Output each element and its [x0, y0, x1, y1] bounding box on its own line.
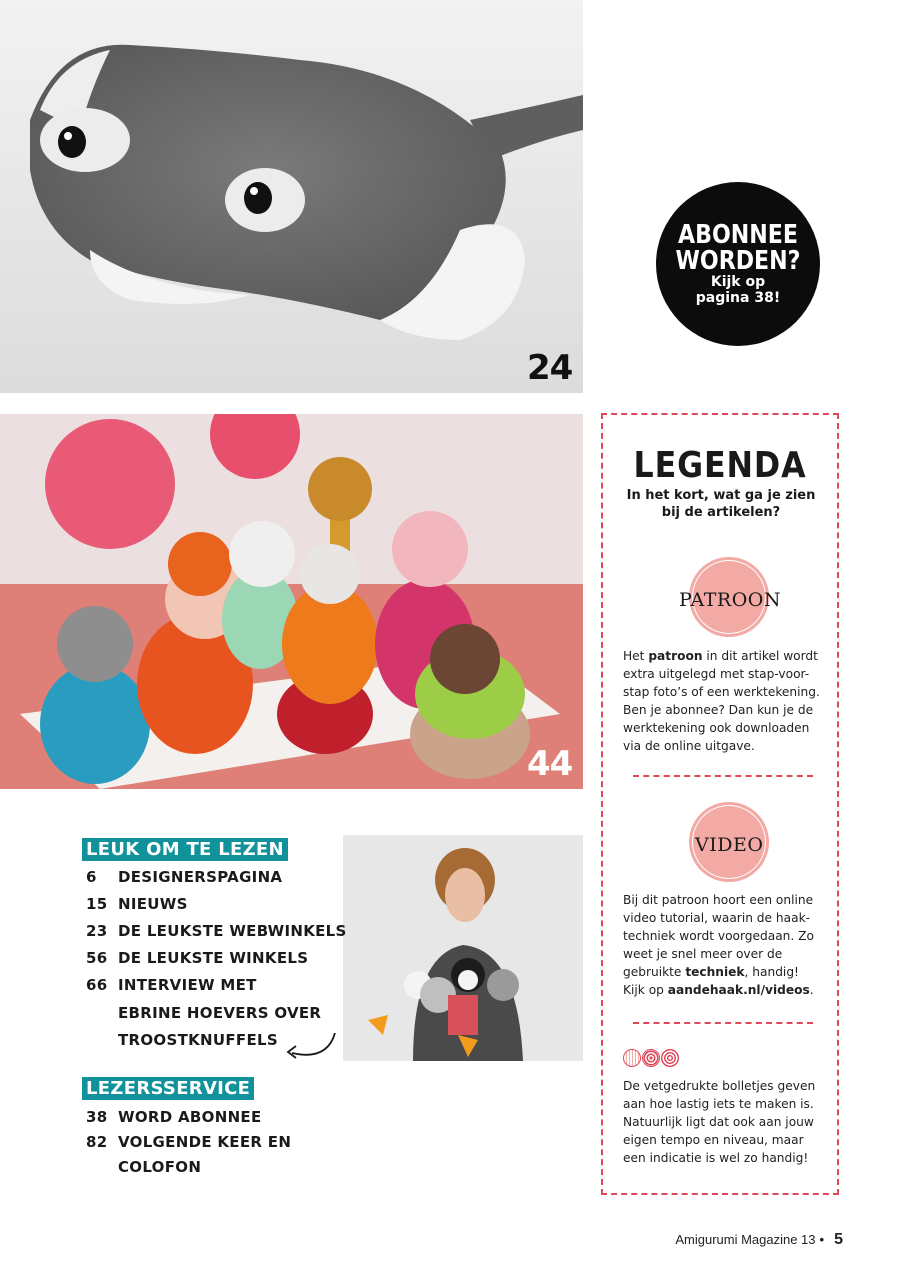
toc-item-page: 23 — [86, 922, 108, 940]
toc-heading-lezersservice: LEZERSSERVICE — [82, 1077, 254, 1100]
toc-item-page: 6 — [86, 868, 97, 886]
page-number: 5 — [834, 1231, 843, 1248]
photo-page-number: 44 — [527, 744, 573, 784]
bullet-icon: • — [819, 1232, 825, 1247]
stingray-photo — [0, 0, 583, 393]
toc-item-title: DESIGNERSPAGINA — [118, 868, 283, 886]
patroon-text-2: in dit artikel wordt extra uitgelegd met stap-voor-stap foto’s of een werktekening. Ben je abonnee? Dan kun je de werktekening ook downloaden via de online uitgave. — [623, 649, 820, 753]
toc-item[interactable] — [86, 918, 347, 945]
toc-heading-leuk: LEUK OM TE LEZEN — [82, 838, 288, 861]
video-description — [623, 891, 823, 999]
legend-divider — [633, 1022, 813, 1024]
toc-item[interactable] — [86, 1104, 262, 1131]
video-label: VIDEO — [695, 834, 764, 856]
toc-item-title: INTERVIEW MET — [118, 976, 257, 994]
subscribe-badge[interactable] — [656, 182, 820, 346]
difficulty-description: De vetgedrukte bolletjes geven aan hoe lastig iets te maken is. Natuurlijk ligt dat ook aan jouw eigen tempo en niveau, maar een indicatie is wel zo handig! — [623, 1079, 816, 1165]
page-footer — [675, 1231, 843, 1249]
subscribe-line3: Kijk op — [710, 274, 766, 290]
toc-item-title: NIEUWS — [118, 895, 188, 913]
patroon-label: PATROON — [679, 589, 781, 611]
toc-item-title: DE LEUKSTE WINKELS — [118, 949, 309, 967]
toc-item[interactable] — [86, 891, 188, 918]
difficulty-icons — [623, 1049, 679, 1067]
subscribe-line4: pagina 38! — [695, 290, 781, 306]
toc-item-title: WORD ABONNEE — [118, 1108, 262, 1126]
difficulty-ball-icon — [642, 1049, 660, 1067]
legend-title: LEGENDA — [633, 445, 807, 486]
toc-item-page: 82 — [86, 1133, 108, 1151]
patroon-description — [623, 647, 823, 755]
designer-photo — [343, 835, 583, 1061]
toc-item[interactable] — [86, 972, 257, 999]
toc-item-page: 38 — [86, 1108, 108, 1126]
legend-box — [601, 413, 839, 1195]
video-text-1: Bij dit patroon hoort een online video tutorial, waarin de haak-techniek wordt voorgedaan. Zo weet je snel meer over de gebruikte — [623, 893, 814, 979]
toc-item-page: 66 — [86, 976, 108, 994]
video-text-bold-1: techniek — [685, 965, 745, 979]
toc-item[interactable] — [86, 945, 308, 972]
patroon-text-bold: patroon — [648, 649, 703, 663]
toc-item-title: VOLGENDE KEER EN — [118, 1133, 292, 1151]
difficulty-ball-icon — [661, 1049, 679, 1067]
toc-item-continuation: EBRINE HOEVERS OVER — [118, 1004, 322, 1022]
subscribe-line2: WORDEN? — [675, 246, 801, 276]
video-text-3: . — [809, 983, 814, 997]
video-link[interactable]: aandehaak.nl/videos — [667, 983, 810, 997]
magazine-name: Amigurumi Magazine 13 — [675, 1232, 816, 1247]
video-text-2: , handig! Kijk op — [623, 965, 799, 997]
toc-item[interactable] — [86, 1129, 291, 1156]
subscribe-line1: ABONNEE — [678, 220, 798, 250]
patroon-text-1: Het — [623, 649, 649, 663]
toc-item-page: 15 — [86, 895, 108, 913]
toc-item[interactable] — [86, 864, 282, 891]
curved-arrow-icon — [282, 1031, 338, 1061]
toys-photo — [0, 414, 583, 789]
toc-item-continuation: TROOSTKNUFFELS — [118, 1031, 278, 1049]
difficulty-ball-icon — [623, 1049, 641, 1067]
photo-page-number: 24 — [527, 348, 573, 388]
legend-divider — [633, 775, 813, 777]
legend-subtitle: In het kort, wat ga je zien bij de artikelen? — [626, 488, 816, 520]
toc-item-continuation: COLOFON — [118, 1158, 202, 1176]
toc-item-page: 56 — [86, 949, 108, 967]
toc-item-title: DE LEUKSTE WEBWINKELS — [118, 922, 347, 940]
